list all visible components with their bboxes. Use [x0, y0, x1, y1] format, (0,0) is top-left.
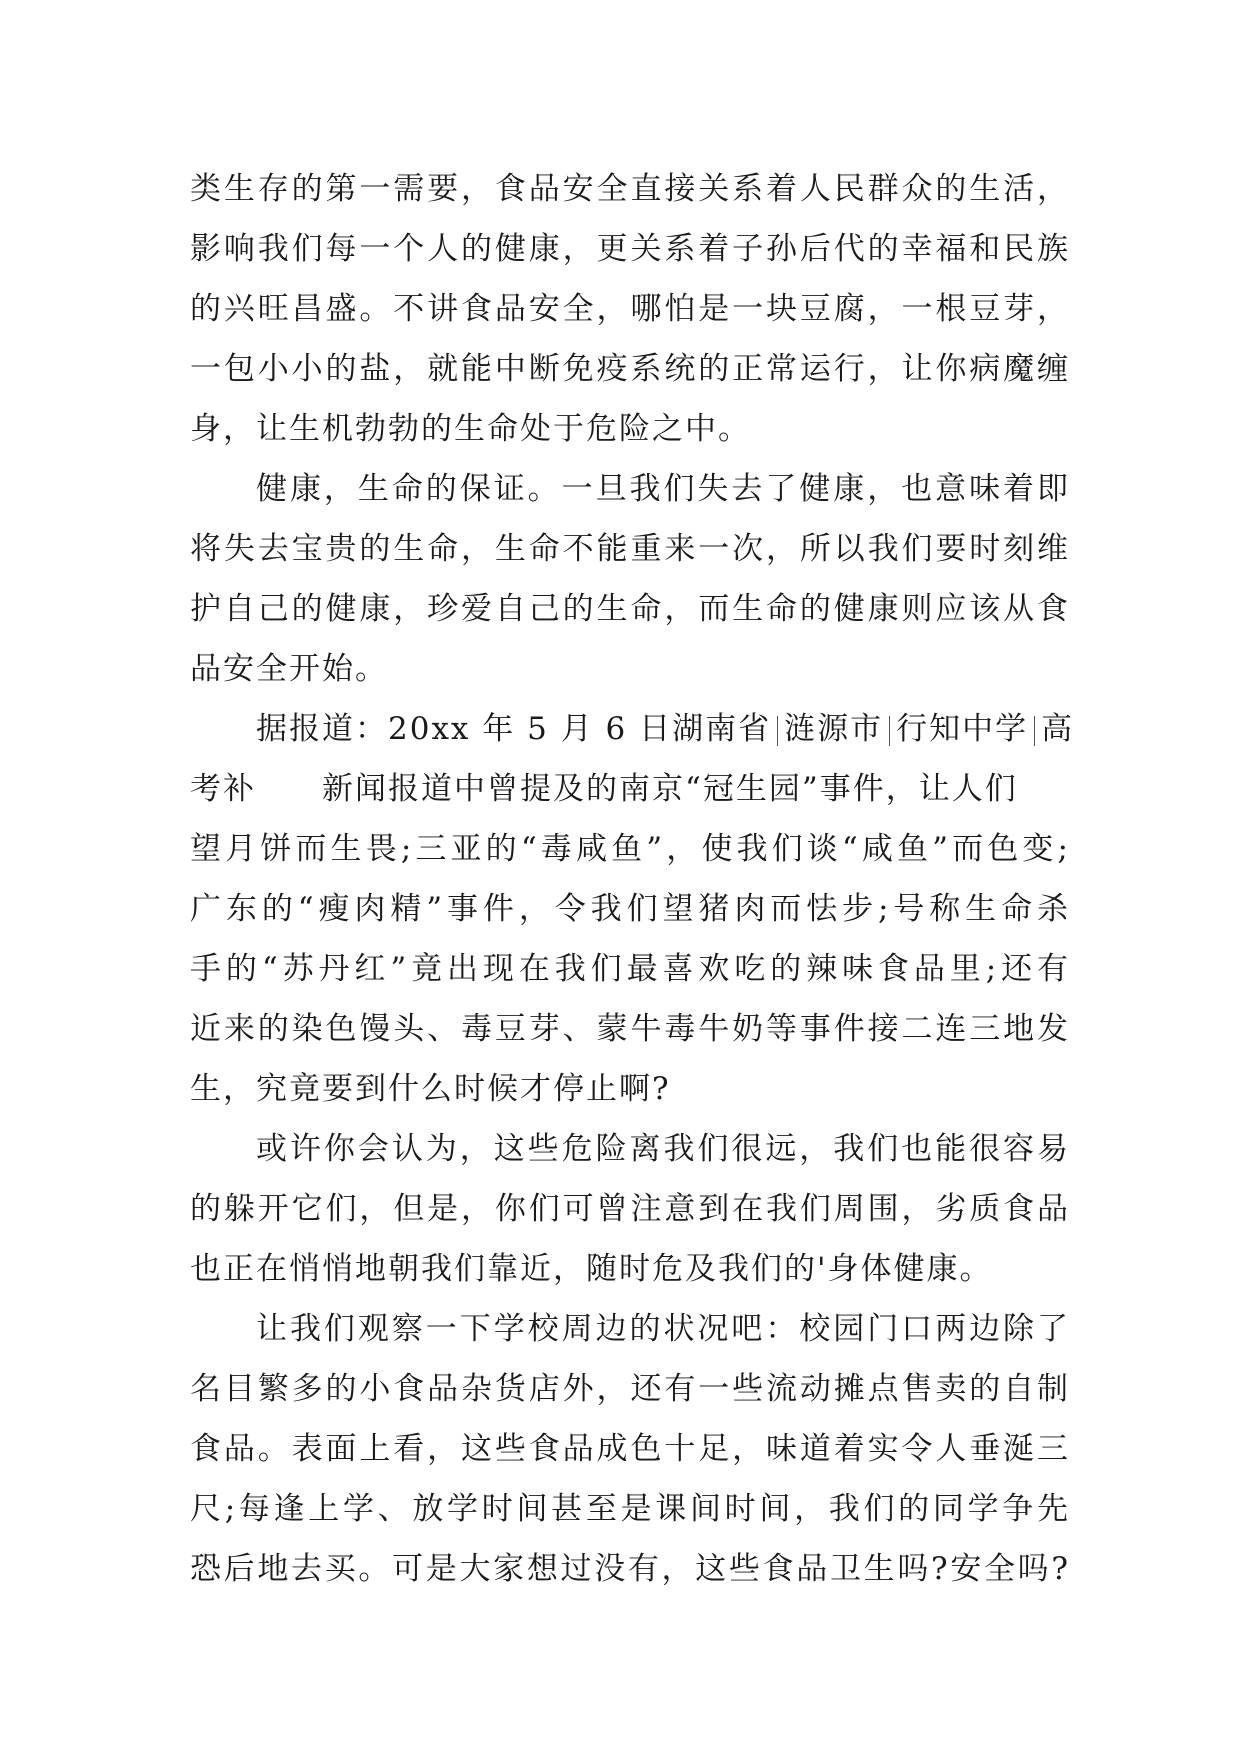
text-line: 尺;每逢上学、放学时间甚至是课间时间，我们的同学争先: [190, 1491, 1070, 1527]
report-line-continued: [190, 759, 1070, 819]
text-line: 让我们观察一下学校周边的状况吧：校园门口两边除了: [256, 1311, 1070, 1347]
text-line: 影响我们每一个人的健康，更关系着子孙后代的幸福和民族: [190, 231, 1070, 267]
separator-bar: [1034, 716, 1035, 746]
text-line: 或许你会认为，这些危险离我们很远，我们也能很容易: [256, 1131, 1070, 1167]
text-line: 生，究竟要到什么时候才停止啊?: [190, 1071, 671, 1107]
report-segment: 据报道：20xx 年 5 月 6 日湖南省: [256, 711, 772, 747]
text-line: 一包小小的盐，就能中断免疫系统的正常运行，让你病魔缠: [190, 351, 1070, 387]
text-line: 望月饼而生畏;三亚的“毒咸鱼”，使我们谈“咸鱼”而色变;: [190, 831, 1070, 867]
text-line: 类生存的第一需要，食品安全直接关系着人民群众的生活，: [190, 171, 1070, 207]
report-line: [190, 699, 1075, 759]
text-line: 名目繁多的小食品杂货店外，还有一些流动摊点售卖的自制: [190, 1371, 1070, 1407]
text-line: 的兴旺昌盛。不讲食品安全，哪怕是一块豆腐，一根豆芽，: [190, 291, 1070, 327]
text-line: 健康，生命的保证。一旦我们失去了健康，也意味着即: [256, 471, 1070, 507]
text-line: 品安全开始。: [190, 651, 388, 687]
separator-bar: [889, 716, 890, 746]
separator-bar: [777, 716, 778, 746]
document-body: [190, 159, 1075, 1599]
report-line2-end: 新闻报道中曾提及的南京“冠生园”事件，让人们: [322, 771, 1018, 807]
text-line: 也正在悄悄地朝我们靠近，随时危及我们的'身体健康。: [190, 1251, 993, 1287]
text-line: 身，让生机勃勃的生命处于危险之中。: [190, 411, 751, 447]
text-line: 恐后地去买。可是大家想过没有，这些食品卫生吗?安全吗?: [190, 1551, 1070, 1587]
report-line2-start: 考补: [190, 771, 256, 807]
text-line: 食品。表面上看，这些食品成色十足，味道着实令人垂涎三: [190, 1431, 1070, 1467]
text-line: 的躲开它们，但是，你们可曾注意到在我们周围，劣质食品: [190, 1191, 1070, 1227]
report-segment: 高: [1041, 711, 1075, 747]
report-segment: 行知中学: [896, 711, 1029, 747]
text-line: 近来的染色馒头、毒豆芽、蒙牛毒牛奶等事件接二连三地发: [190, 1011, 1070, 1047]
text-line: 护自己的健康，珍爱自己的生命，而生命的健康则应该从食: [190, 591, 1070, 627]
report-segment: 涟源市: [784, 711, 884, 747]
text-line: 手的“苏丹红”竟出现在我们最喜欢吃的辣味食品里;还有: [190, 951, 1070, 987]
text-line: 广东的“瘦肉精”事件，令我们望猪肉而怯步;号称生命杀: [190, 891, 1070, 927]
text-line: 将失去宝贵的生命，生命不能重来一次，所以我们要时刻维: [190, 531, 1070, 567]
